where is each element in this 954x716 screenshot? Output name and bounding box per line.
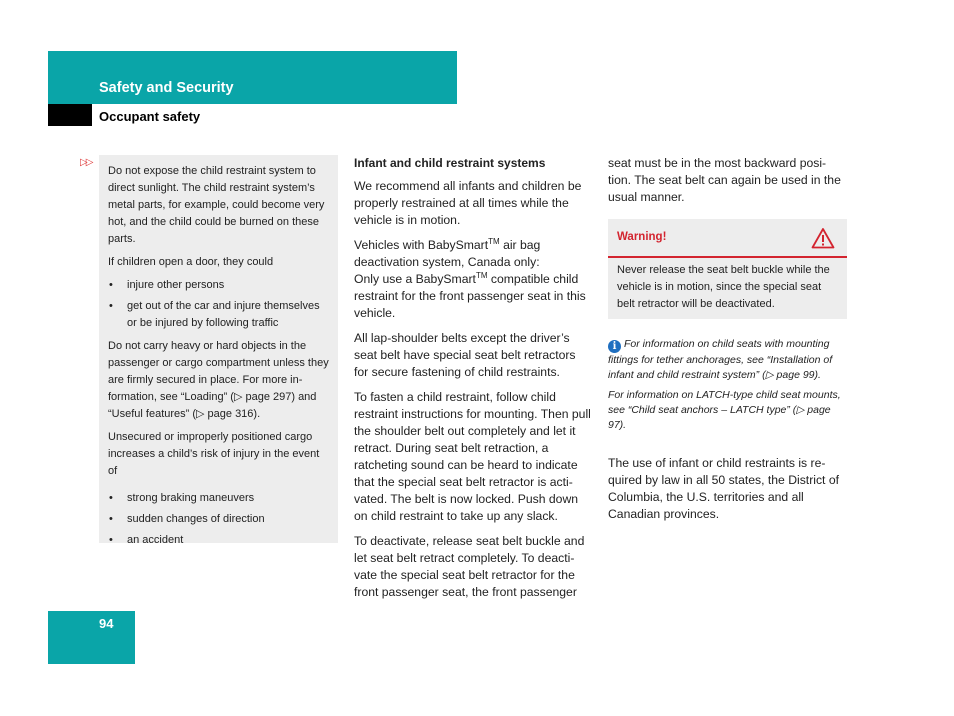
warning-label: Warning! bbox=[617, 231, 667, 243]
note-paragraph: Unsecured or improperly positioned cargo increases a child’s risk of injury in the event of bbox=[108, 431, 320, 477]
note-paragraph: Do not carry heavy or hard objects in the passenger or cargo compartment unless they are firmly secured in place. For more in-formation, see “Loading” (▷ page 297) and “Useful features” (▷ page 316). bbox=[108, 340, 329, 420]
sidebar-note-box bbox=[99, 155, 338, 546]
warning-header bbox=[608, 219, 847, 258]
subsection-tab-marker bbox=[48, 104, 92, 126]
warning-triangle-icon bbox=[811, 227, 835, 249]
main-column bbox=[354, 155, 592, 609]
note-list bbox=[108, 490, 331, 549]
warning-box bbox=[608, 219, 847, 319]
text-run: compatible child restraint for the front passenger seat in this vehicle. bbox=[354, 272, 586, 320]
list-item: • get out of the car and injure themselves or be injured by following traffic bbox=[108, 298, 331, 332]
trademark: TM bbox=[488, 236, 500, 246]
info-icon: i bbox=[608, 340, 621, 353]
body-paragraph: To fasten a child restraint, follow child restraint instructions for mounting. Then pull the shoulder belt out completely and let it retract. During seat belt retraction, a ratcheting sound can be heard to indicate that the special seat belt retractor is acti-vated. The belt is now locked. Push down on child restraint to take up any slack. bbox=[354, 390, 591, 523]
info-paragraph: For information on LATCH-type child seat mounts, see “Child seat anchors – LATCH type” (▷ page 97). bbox=[608, 389, 841, 431]
page-number-box bbox=[48, 611, 135, 664]
list-item: • strong braking maneuvers bbox=[108, 490, 331, 507]
text-run: Only use a BabySmart bbox=[354, 272, 476, 286]
page-number: 94 bbox=[99, 616, 114, 631]
list-item: • an accident bbox=[108, 532, 331, 549]
text-run: Vehicles with BabySmart bbox=[354, 238, 489, 252]
right-column bbox=[608, 155, 848, 206]
header-band bbox=[48, 51, 457, 104]
info-notes bbox=[608, 337, 850, 438]
column-heading: Infant and child restraint systems bbox=[354, 156, 546, 170]
body-paragraph: seat must be in the most backward posi-tion. The seat belt can again be used in the usual manner. bbox=[608, 156, 841, 204]
info-paragraph bbox=[608, 337, 850, 383]
text-run: air bag deactivation system, Canada only: bbox=[354, 238, 541, 269]
note-paragraph: If children open a door, they could bbox=[108, 256, 274, 268]
continued-marker-icon: ▷▷ bbox=[80, 157, 92, 168]
subsection-title: Occupant safety bbox=[99, 109, 201, 124]
note-list bbox=[108, 277, 331, 332]
note-paragraph: Do not expose the child restraint system to direct sunlight. The child restraint system’s metal parts, for example, could become very hot, and the child could be burned on these parts. bbox=[108, 165, 325, 245]
trademark: TM bbox=[475, 270, 488, 280]
body-paragraph: To deactivate, release seat belt buckle and let seat belt retract completely. To deacti-vate the special seat belt retractor for the front passenger seat, the front passenger bbox=[354, 534, 585, 599]
section-title: Safety and Security bbox=[99, 80, 234, 96]
list-item: • sudden changes of direction bbox=[108, 511, 331, 528]
list-item: • injure other persons bbox=[108, 277, 331, 294]
body-paragraph bbox=[354, 237, 592, 322]
warning-text: Never release the seat belt buckle while the vehicle is in motion, since the special seat belt retractor will be deactivated. bbox=[617, 264, 830, 310]
body-paragraph: The use of infant or child restraints is re-quired by law in all 50 states, the District of Columbia, the U.S. territories and all Canadian provinces. bbox=[608, 456, 839, 521]
body-paragraph: All lap-shoulder belts except the driver’s seat belt have special seat belt retractors for secure fastening of child restraints. bbox=[354, 331, 576, 379]
info-text: For information on child seats with mounting fittings for tether anchorages, see “Installation of infant and child restraint system” (▷ page 99). bbox=[608, 338, 833, 381]
body-paragraph: We recommend all infants and children be properly restrained at all times while the vehicle is in motion. bbox=[354, 179, 582, 227]
